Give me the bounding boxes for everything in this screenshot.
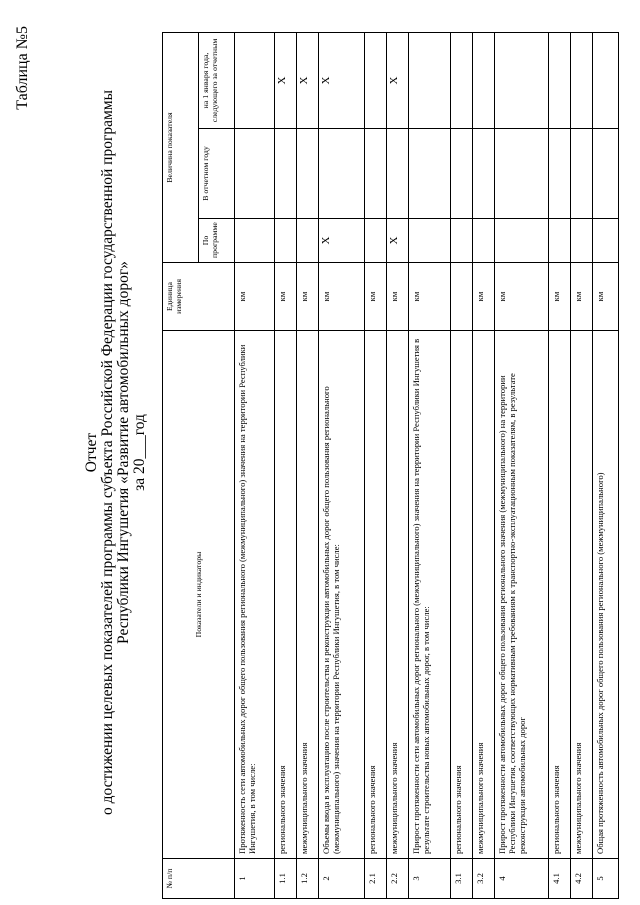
next-year-value-cell <box>593 32 619 128</box>
indicators-table <box>162 32 619 899</box>
unit-cell: км <box>593 263 619 331</box>
actual-value-cell <box>275 129 297 219</box>
table-row <box>495 32 549 898</box>
table-row <box>297 32 319 898</box>
next-year-value-cell <box>571 32 593 128</box>
unit-cell: км <box>297 263 319 331</box>
unit-cell: км <box>473 263 495 331</box>
next-year-value-cell <box>235 32 275 128</box>
actual-value-cell <box>387 129 409 219</box>
unit-cell: км <box>275 263 297 331</box>
indicator-name: межмуниципального значения <box>387 331 409 859</box>
plan-value-cell <box>571 219 593 263</box>
column-header-num: № п/п <box>163 859 235 899</box>
plan-value-cell <box>593 219 619 263</box>
indicator-name: межмуниципального значения <box>571 331 593 859</box>
plan-value-cell <box>275 219 297 263</box>
row-number: 5 <box>593 859 619 899</box>
plan-value-cell <box>365 219 387 263</box>
table-row <box>409 32 451 898</box>
indicator-name: Объемы ввода в эксплуатацию после строительства и реконструкции автомобильных дорог общего пользования регионального (межмуниципального) значения на территории Республики Ингушетия, в том числе: <box>319 331 365 859</box>
table-row <box>473 32 495 898</box>
row-number: 4 <box>495 859 549 899</box>
plan-value-cell: X <box>387 219 409 263</box>
table-row <box>319 32 365 898</box>
next-year-value-cell: X <box>297 32 319 128</box>
indicator-name: Общая протяженность автомобильных дорог общего пользования регионального (межмуниципального) <box>593 331 619 859</box>
row-number: 4.2 <box>571 859 593 899</box>
next-year-value-cell: X <box>275 32 297 128</box>
column-header-actual: В отчетном году <box>199 129 235 219</box>
table-header <box>163 32 235 898</box>
indicator-name: Прирост протяженности сети автомобильных дорог регионального (межмуниципального) значения на территории Республики Ингушетия в результате строительства новых автомобильных дорог, в том числе: <box>409 331 451 859</box>
table-row <box>571 32 593 898</box>
plan-value-cell <box>549 219 571 263</box>
next-year-value-cell <box>495 32 549 128</box>
row-number: 1 <box>235 859 275 899</box>
table-body <box>235 32 619 898</box>
indicator-name: межмуниципального значения <box>473 331 495 859</box>
actual-value-cell <box>549 129 571 219</box>
row-number: 3.2 <box>473 859 495 899</box>
next-year-value-cell <box>473 32 495 128</box>
row-number: 2 <box>319 859 365 899</box>
indicator-name: Протяженность сети автомобильных дорог общего пользования регионального (межмуниципального) значения на территории Республики Ингушетия, в том числе: <box>235 331 275 859</box>
actual-value-cell <box>235 129 275 219</box>
plan-value-cell <box>409 219 451 263</box>
column-header-plan: По программе <box>199 219 235 263</box>
table-row <box>451 32 473 898</box>
column-header-indicator: Показатели и индикаторы <box>163 331 235 859</box>
table-row <box>593 32 619 898</box>
actual-value-cell <box>409 129 451 219</box>
row-number: 2.1 <box>365 859 387 899</box>
unit-cell: км <box>571 263 593 331</box>
actual-value-cell <box>495 129 549 219</box>
plan-value-cell <box>451 219 473 263</box>
unit-cell <box>451 263 473 331</box>
row-number: 2.2 <box>387 859 409 899</box>
next-year-value-cell <box>409 32 451 128</box>
unit-cell: км <box>387 263 409 331</box>
indicator-name: регионального значения <box>275 331 297 859</box>
report-subtitle-line-2: Республики Ингушетия «Развитие автомобильных дорог» <box>115 261 132 644</box>
plan-value-cell <box>473 219 495 263</box>
indicator-name: регионального значения <box>451 331 473 859</box>
actual-value-cell <box>319 129 365 219</box>
indicator-name: Прирост протяженности автомобильных дорог общего пользования регионального значения (межмуниципального) на территории Республики Ингушетия, соответствующих нормативным требованиям к транспортно-эксплуатационным показателям, в результате реконструкции автомобильных дорог <box>495 331 549 859</box>
table-row <box>549 32 571 898</box>
column-header-values-group: Величина показателя <box>163 32 199 262</box>
plan-value-cell <box>297 219 319 263</box>
actual-value-cell <box>297 129 319 219</box>
indicator-name: межмуниципального значения <box>297 331 319 859</box>
indicator-name: регионального значения <box>365 331 387 859</box>
actual-value-cell <box>571 129 593 219</box>
plan-value-cell: X <box>319 219 365 263</box>
row-number: 3 <box>409 859 451 899</box>
row-number: 1.2 <box>297 859 319 899</box>
table-number: Таблица №5 <box>14 26 31 110</box>
table-row <box>387 32 409 898</box>
next-year-value-cell: X <box>319 32 365 128</box>
column-header-next-year: на 1 января года, следующего за отчетным <box>199 32 235 128</box>
table-row <box>365 32 387 898</box>
table-row <box>275 32 297 898</box>
indicator-name: регионального значения <box>549 331 571 859</box>
actual-value-cell <box>365 129 387 219</box>
actual-value-cell <box>451 129 473 219</box>
table-row <box>235 32 275 898</box>
actual-value-cell <box>473 129 495 219</box>
unit-cell: км <box>409 263 451 331</box>
unit-cell: км <box>495 263 549 331</box>
row-number: 3.1 <box>451 859 473 899</box>
plan-value-cell <box>495 219 549 263</box>
unit-cell: км <box>549 263 571 331</box>
unit-cell: км <box>235 263 275 331</box>
unit-cell: км <box>319 263 365 331</box>
column-header-unit: Единица измерения <box>163 263 235 331</box>
actual-value-cell <box>593 129 619 219</box>
next-year-value-cell <box>451 32 473 128</box>
next-year-value-cell <box>549 32 571 128</box>
row-number: 1.1 <box>275 859 297 899</box>
report-subtitle-line-1: о достижении целевых показателей программы субъекта Российской Федерации государственной программы <box>99 90 116 815</box>
report-period: за 20___год <box>131 414 148 491</box>
next-year-value-cell: X <box>387 32 409 128</box>
row-number: 4.1 <box>549 859 571 899</box>
next-year-value-cell <box>365 32 387 128</box>
unit-cell: км <box>365 263 387 331</box>
plan-value-cell <box>235 219 275 263</box>
report-title: Отчет <box>83 432 100 473</box>
